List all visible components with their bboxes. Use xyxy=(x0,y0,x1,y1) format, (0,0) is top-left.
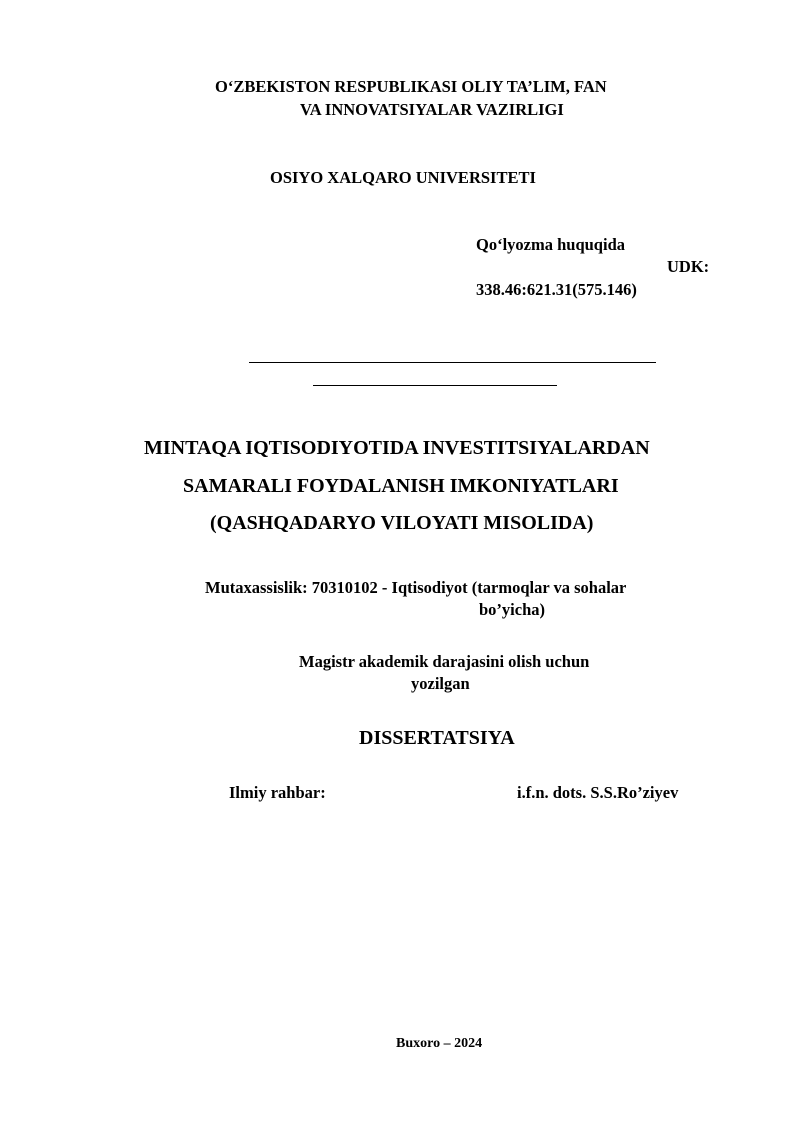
specialty-line-2: bo’yicha) xyxy=(479,600,545,619)
supervisor-label: Ilmiy rahbar: xyxy=(229,783,326,802)
thesis-title-line-2: SAMARALI FOYDALANISH IMKONIYATLARI xyxy=(183,475,619,497)
document-type: DISSERTATSIYA xyxy=(359,727,515,749)
thesis-title-line-3: (QASHQADARYO VILOYATI MISOLIDA) xyxy=(210,512,594,534)
ministry-line-2: VA INNOVATSIYALAR VAZIRLIGI xyxy=(300,100,564,119)
supervisor-name: i.f.n. dots. S.S.Ro’ziyev xyxy=(517,783,679,802)
manuscript-rights: Qo‘lyozma huquqida xyxy=(476,235,625,254)
degree-line-2: yozilgan xyxy=(411,674,470,693)
university-name: OSIYO XALQARO UNIVERSITETI xyxy=(270,168,536,187)
udk-label: UDK: xyxy=(667,257,710,276)
thesis-title-line-1: MINTAQA IQTISODIYOTIDA INVESTITSIYALARDAN xyxy=(144,437,650,459)
udk-code: 338.46:621.31(575.146) xyxy=(476,280,637,299)
author-name-line-2 xyxy=(313,385,557,386)
author-name-line-1 xyxy=(249,362,656,363)
degree-line-1: Magistr akademik darajasini olish uchun xyxy=(299,652,590,671)
specialty-line-1: Mutaxassislik: 70310102 - Iqtisodiyot (tarmoqlar va sohalar xyxy=(205,578,627,597)
city-year: Buxoro – 2024 xyxy=(396,1036,483,1051)
ministry-line-1: O‘ZBEKISTON RESPUBLIKASI OLIY TA’LIM, FAN xyxy=(215,77,607,96)
